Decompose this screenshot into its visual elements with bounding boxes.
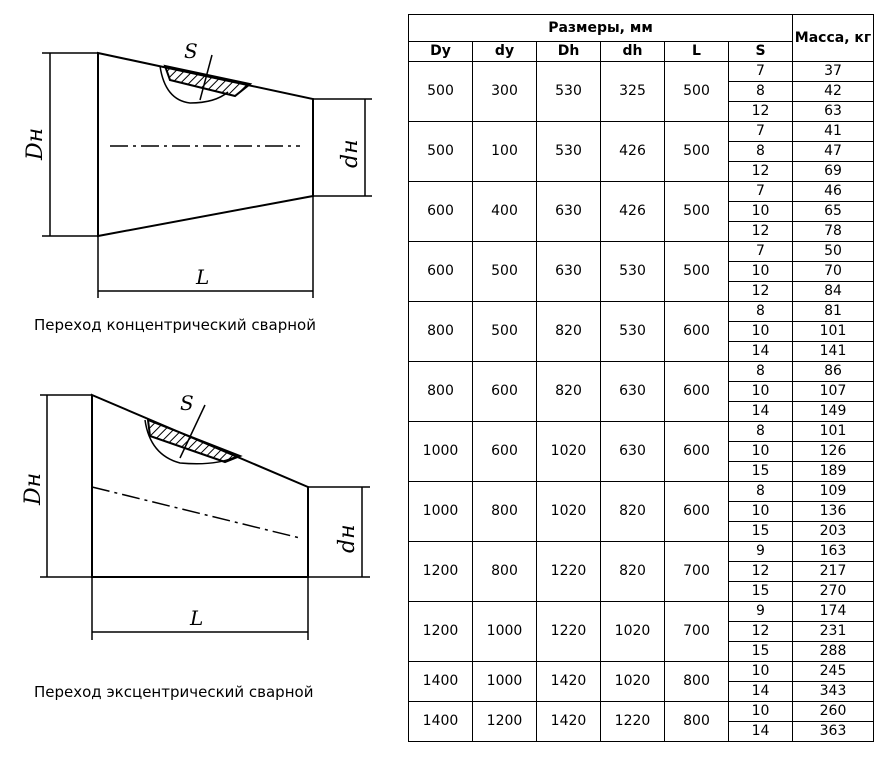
cell-s: 10 <box>729 442 793 462</box>
cell-mass: 217 <box>793 562 874 582</box>
cell-dy: 800 <box>409 362 473 422</box>
cell-s: 14 <box>729 682 793 702</box>
cell-dy: 1000 <box>473 602 537 662</box>
cell-s: 12 <box>729 222 793 242</box>
cell-l: 500 <box>665 122 729 182</box>
dimension-label-S: S <box>184 39 198 63</box>
dimension-label-d: dн <box>335 524 360 553</box>
cell-dh: 1420 <box>537 702 601 742</box>
table-row <box>409 662 874 682</box>
dimension-label-S: S <box>180 391 194 415</box>
cell-mass: 37 <box>793 62 874 82</box>
cell-dh: 1420 <box>537 662 601 702</box>
cell-mass: 126 <box>793 442 874 462</box>
table-row <box>409 62 874 82</box>
cell-dh: 426 <box>601 122 665 182</box>
eccentric-reducer-drawing <box>21 391 370 640</box>
cell-mass: 343 <box>793 682 874 702</box>
column-header-l: L <box>665 42 729 62</box>
cell-dh: 1220 <box>601 702 665 742</box>
cell-dh: 1220 <box>537 542 601 602</box>
cell-l: 700 <box>665 602 729 662</box>
cell-mass: 101 <box>793 322 874 342</box>
column-header-dh: Dh <box>537 42 601 62</box>
cell-s: 10 <box>729 202 793 222</box>
cell-mass: 41 <box>793 122 874 142</box>
cell-dh: 630 <box>537 242 601 302</box>
table-row <box>409 542 874 562</box>
cell-mass: 42 <box>793 82 874 102</box>
cell-mass: 149 <box>793 402 874 422</box>
cell-l: 600 <box>665 362 729 422</box>
cell-dy: 1400 <box>409 662 473 702</box>
cell-s: 12 <box>729 622 793 642</box>
cell-s: 8 <box>729 302 793 322</box>
cell-dh: 820 <box>601 542 665 602</box>
cell-s: 10 <box>729 702 793 722</box>
cell-s: 8 <box>729 362 793 382</box>
cell-dy: 600 <box>409 242 473 302</box>
cell-dy: 100 <box>473 122 537 182</box>
cell-l: 600 <box>665 482 729 542</box>
cell-dh: 530 <box>601 302 665 362</box>
cell-mass: 270 <box>793 582 874 602</box>
cell-s: 9 <box>729 542 793 562</box>
column-header-dy: Dy <box>409 42 473 62</box>
column-header-dh: dh <box>601 42 665 62</box>
table-row <box>409 302 874 322</box>
table-row <box>409 702 874 722</box>
cell-s: 7 <box>729 182 793 202</box>
cell-s: 8 <box>729 422 793 442</box>
cell-dy: 1200 <box>409 602 473 662</box>
reducer-drawings <box>0 0 400 757</box>
cell-l: 600 <box>665 422 729 482</box>
cell-dh: 630 <box>601 362 665 422</box>
cell-mass: 203 <box>793 522 874 542</box>
cell-mass: 136 <box>793 502 874 522</box>
cell-dh: 1020 <box>537 482 601 542</box>
concentric-reducer-drawing <box>23 39 372 298</box>
cell-dh: 426 <box>601 182 665 242</box>
cell-dy: 600 <box>409 182 473 242</box>
cell-s: 15 <box>729 522 793 542</box>
cell-l: 500 <box>665 242 729 302</box>
cell-s: 10 <box>729 262 793 282</box>
cell-s: 15 <box>729 582 793 602</box>
cell-dy: 1200 <box>473 702 537 742</box>
cell-dh: 530 <box>601 242 665 302</box>
cell-dy: 1000 <box>409 422 473 482</box>
cell-s: 8 <box>729 482 793 502</box>
cell-dy: 500 <box>473 242 537 302</box>
table-row <box>409 422 874 442</box>
cell-dy: 400 <box>473 182 537 242</box>
cell-l: 800 <box>665 702 729 742</box>
cell-s: 15 <box>729 462 793 482</box>
dimension-label-D: Dн <box>23 127 48 160</box>
cell-dy: 500 <box>473 302 537 362</box>
cell-mass: 46 <box>793 182 874 202</box>
cell-s: 10 <box>729 662 793 682</box>
cell-dh: 1020 <box>537 422 601 482</box>
cell-mass: 231 <box>793 622 874 642</box>
table-row <box>409 362 874 382</box>
cell-s: 12 <box>729 282 793 302</box>
cell-dh: 820 <box>537 302 601 362</box>
cell-dy: 500 <box>409 62 473 122</box>
mass-header: Масса, кг <box>793 15 874 62</box>
cell-s: 12 <box>729 562 793 582</box>
cell-dy: 1000 <box>409 482 473 542</box>
dimension-label-D: Dн <box>21 472 46 505</box>
cell-mass: 65 <box>793 202 874 222</box>
cell-mass: 109 <box>793 482 874 502</box>
cell-dy: 600 <box>473 422 537 482</box>
cell-s: 10 <box>729 382 793 402</box>
concentric-caption: Переход концентрический сварной <box>34 316 316 334</box>
table-row <box>409 182 874 202</box>
column-header-s: S <box>729 42 793 62</box>
cell-s: 8 <box>729 82 793 102</box>
cell-dh: 1020 <box>601 662 665 702</box>
table-row <box>409 482 874 502</box>
cell-mass: 363 <box>793 722 874 742</box>
cell-mass: 189 <box>793 462 874 482</box>
cell-dy: 1200 <box>409 542 473 602</box>
cell-mass: 78 <box>793 222 874 242</box>
table-row <box>409 602 874 622</box>
cell-l: 800 <box>665 662 729 702</box>
cell-dy: 800 <box>473 482 537 542</box>
cell-s: 7 <box>729 122 793 142</box>
table-row <box>409 122 874 142</box>
cell-mass: 107 <box>793 382 874 402</box>
cell-s: 12 <box>729 102 793 122</box>
reducer-dimensions-table <box>408 14 874 742</box>
dimension-label-d: dн <box>338 139 363 168</box>
cell-s: 15 <box>729 642 793 662</box>
cell-mass: 70 <box>793 262 874 282</box>
cell-mass: 101 <box>793 422 874 442</box>
cell-mass: 141 <box>793 342 874 362</box>
cell-dy: 500 <box>409 122 473 182</box>
cell-dh: 1220 <box>537 602 601 662</box>
table-row <box>409 242 874 262</box>
cell-dy: 300 <box>473 62 537 122</box>
cell-s: 7 <box>729 62 793 82</box>
cell-l: 500 <box>665 182 729 242</box>
cell-mass: 50 <box>793 242 874 262</box>
cell-s: 14 <box>729 342 793 362</box>
cell-s: 12 <box>729 162 793 182</box>
cell-dh: 820 <box>537 362 601 422</box>
cell-mass: 245 <box>793 662 874 682</box>
cell-s: 7 <box>729 242 793 262</box>
cell-dh: 1020 <box>601 602 665 662</box>
cell-dh: 820 <box>601 482 665 542</box>
cell-dy: 800 <box>473 542 537 602</box>
cell-mass: 86 <box>793 362 874 382</box>
cell-mass: 260 <box>793 702 874 722</box>
cell-dy: 1000 <box>473 662 537 702</box>
cell-l: 700 <box>665 542 729 602</box>
cell-s: 10 <box>729 502 793 522</box>
column-header-dy: dy <box>473 42 537 62</box>
cell-dh: 530 <box>537 62 601 122</box>
cell-s: 14 <box>729 722 793 742</box>
cell-s: 10 <box>729 322 793 342</box>
cell-dy: 800 <box>409 302 473 362</box>
dimensions-group-header: Размеры, мм <box>409 15 793 42</box>
cell-mass: 63 <box>793 102 874 122</box>
cell-dh: 530 <box>537 122 601 182</box>
cell-dy: 1400 <box>409 702 473 742</box>
cell-mass: 288 <box>793 642 874 662</box>
dimension-label-L: L <box>190 606 204 630</box>
cell-dh: 630 <box>601 422 665 482</box>
cell-l: 600 <box>665 302 729 362</box>
cell-mass: 163 <box>793 542 874 562</box>
cell-mass: 69 <box>793 162 874 182</box>
cell-s: 8 <box>729 142 793 162</box>
cell-dh: 325 <box>601 62 665 122</box>
eccentric-caption: Переход эксцентрический сварной <box>34 683 314 701</box>
cell-dy: 600 <box>473 362 537 422</box>
cell-s: 14 <box>729 402 793 422</box>
cell-mass: 84 <box>793 282 874 302</box>
cell-l: 500 <box>665 62 729 122</box>
cell-mass: 174 <box>793 602 874 622</box>
cell-mass: 81 <box>793 302 874 322</box>
cell-s: 9 <box>729 602 793 622</box>
cell-dh: 630 <box>537 182 601 242</box>
dimension-label-L: L <box>196 265 210 289</box>
cell-mass: 47 <box>793 142 874 162</box>
